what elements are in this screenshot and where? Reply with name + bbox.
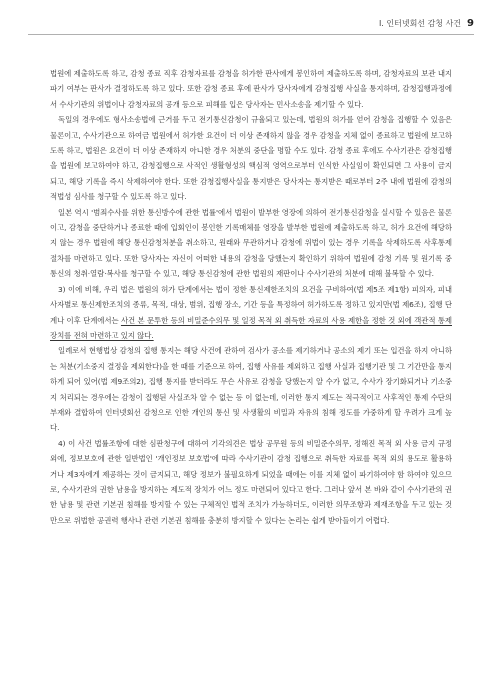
running-title: I. 인터넷회선 감청 사건 xyxy=(378,19,462,28)
page-number: 9 xyxy=(467,18,474,29)
paragraph-1: 법원에 제출하도록 하고, 감청 종료 직후 감청자료를 감청을 허가한 판사에게 봉인하여 제출하도록 하며, 감청자료의 보관 내지 파기 여부는 판사가 결정하도록 하고 있다. 또한 감청 종료 후에 판사가 당사자에게 감청집행 사실을 통지하며, 감청집행과정에서 수사기관의 위법이나 감청자료의 공개 등으로 피해를 입은 당사자는 민사소송을 제기할 수 있다. xyxy=(50,69,452,109)
body-text xyxy=(50,66,452,528)
paragraph-6: 4) 이 사건 법률조항에 대한 심판청구에 대하여 기각의견은 법상 공무원 등의 비밀준수의무, 정해진 목적 외 사용 금지 규정 외에, 정보보호에 관한 일반법인 '개인정보 보호법'에 따라 수사기관이 감청 집행으로 취득한 자료를 목적 외의 용도로 활용하거나 제3자에게 제공하는 것이 금지되고, 해당 정보가 불필요하게 되었을 때에는 이를 지체 없이 파기하여야 함 하여야 있으므로, 수사기관의 권한 남용을 방지하는 제도적 장치가 어느 정도 마련되어 있다고 한다. 그러나 앞서 본 바와 같이 수사기관의 권한 남용 및 관련 기본권 침해를 방지할 수 있는 구체적인 법적 조치가 가능하더도, 이러한 의무조항과 제재조항을 두고 있는 것만으로 위법한 공권력 행사나 관련 기본권 침해를 충분히 방지할 수 있다는 논리는 쉽게 받아들이기 어렵다. xyxy=(50,438,452,525)
running-header xyxy=(379,18,474,29)
paragraph-4 xyxy=(50,282,452,344)
paragraph-5: 일례로서 현행법상 감청의 집행 통지는 해당 사건에 관하여 검사가 공소를 제기하거나 공소의 제기 또는 입건을 하지 아니하는 처분(기소중지 결정을 제외한다)을 한 때를 기준으로 하여, 집행 사유를 제외하고 집행 사실과 집행기관 및 그 기간만을 통지하게 되어 있어(법 제9조의2), 집행 통지를 받더라도 무슨 사유로 감청을 당했는지 알 수가 없고, 수사가 장기화되거나 기소중지 처리되는 경우에는 감청이 집행된 사실조차 알 수 없는 등 이 없는데, 이러한 통지 제도는 적극적이고 사후적인 통제 수단의 부재와 결합하여 인터넷회선 감청으로 인한 개인의 통신 및 사생활의 비밀과 자유의 침해 정도를 가중하게 할 우려가 크게 높다. xyxy=(50,346,452,433)
paragraph-4-lead: 3) 이에 비해, 우리 법은 법원의 허가 단계에서는 법이 정한 통신제한조치의 요건을 구비하여(법 제5조 제1항) 피의자, 피내사자별로 통신제한조치의 종류, 목적, 대상, 범위, 집행 장소, 기간 등을 특정하여 허가하도록 정하고 있지만(법 제6조), 집행 단계나 이후 단계에서는 xyxy=(50,284,452,325)
paragraph-4-underlined: 사건 본 문투한 등의 비밀준수의무 및 일정 목적 외 취득한 자료의 사용 제한을 정한 것 외에 객관적 통제 장치를 전혀 마련하고 있지 않다. xyxy=(50,315,452,340)
paragraph-2: 독일의 경우에도 형사소송법에 근거를 두고 전기통신감청이 규율되고 있는데, 법원의 허가를 얻어 감청을 집행할 수 있음은 물론이고, 수사기관으로 하여금 법원에서 허가한 요건이 더 이상 존재하지 않을 경우 감청을 지체 없이 종료하고 법원에 보고하도록 하고, 법원은 요건이 더 이상 존재하지 아니한 경우 처분의 중단을 명할 수도 있다. 감청 종료 후에도 수사기관은 감청집행을 법원에 보고하여야 하고, 감청집행으로 사적인 생활형성의 핵심적 영역으로부터 인식한 사실임이 확인되면 그 사용이 금지되고, 해당 기록을 즉시 삭제하여야 한다. 또한 감청집행사실을 통지받은 당사자는 통지받은 때로부터 2주 내에 법원에 감청의 적법성 심사를 청구할 수 있도록 하고 있다. xyxy=(50,115,452,202)
paragraph-3: 일본 역시 '범죄수사를 위한 통신방수에 관한 법률'에서 법원이 발부한 영장에 의하여 전기통신감청을 실시할 수 있음은 물론이고, 감청을 중단하거나 종료한 때에 입회인이 봉인한 기록매체를 영장을 발부한 법원에 제출하도록 하고, 허가 요건에 해당하지 않는 경우 법원에 해당 통신감청처분을 취소하고, 원래와 무관하거나 감청에 위법이 있는 경우 기록을 삭제하도록 사후통제절차를 마련하고 있다. 또한 당사자는 자신이 어떠한 내용의 감청을 당했는지 확인하기 위하여 법원에 감청 기록 및 원기록 중 통신의 청취·열람·복사를 청구할 수 있고, 해당 통신감청에 관한 법원의 재판이나 수사기관의 처분에 대해 불복할 수 있다. xyxy=(50,207,452,279)
header-divider xyxy=(28,34,474,35)
